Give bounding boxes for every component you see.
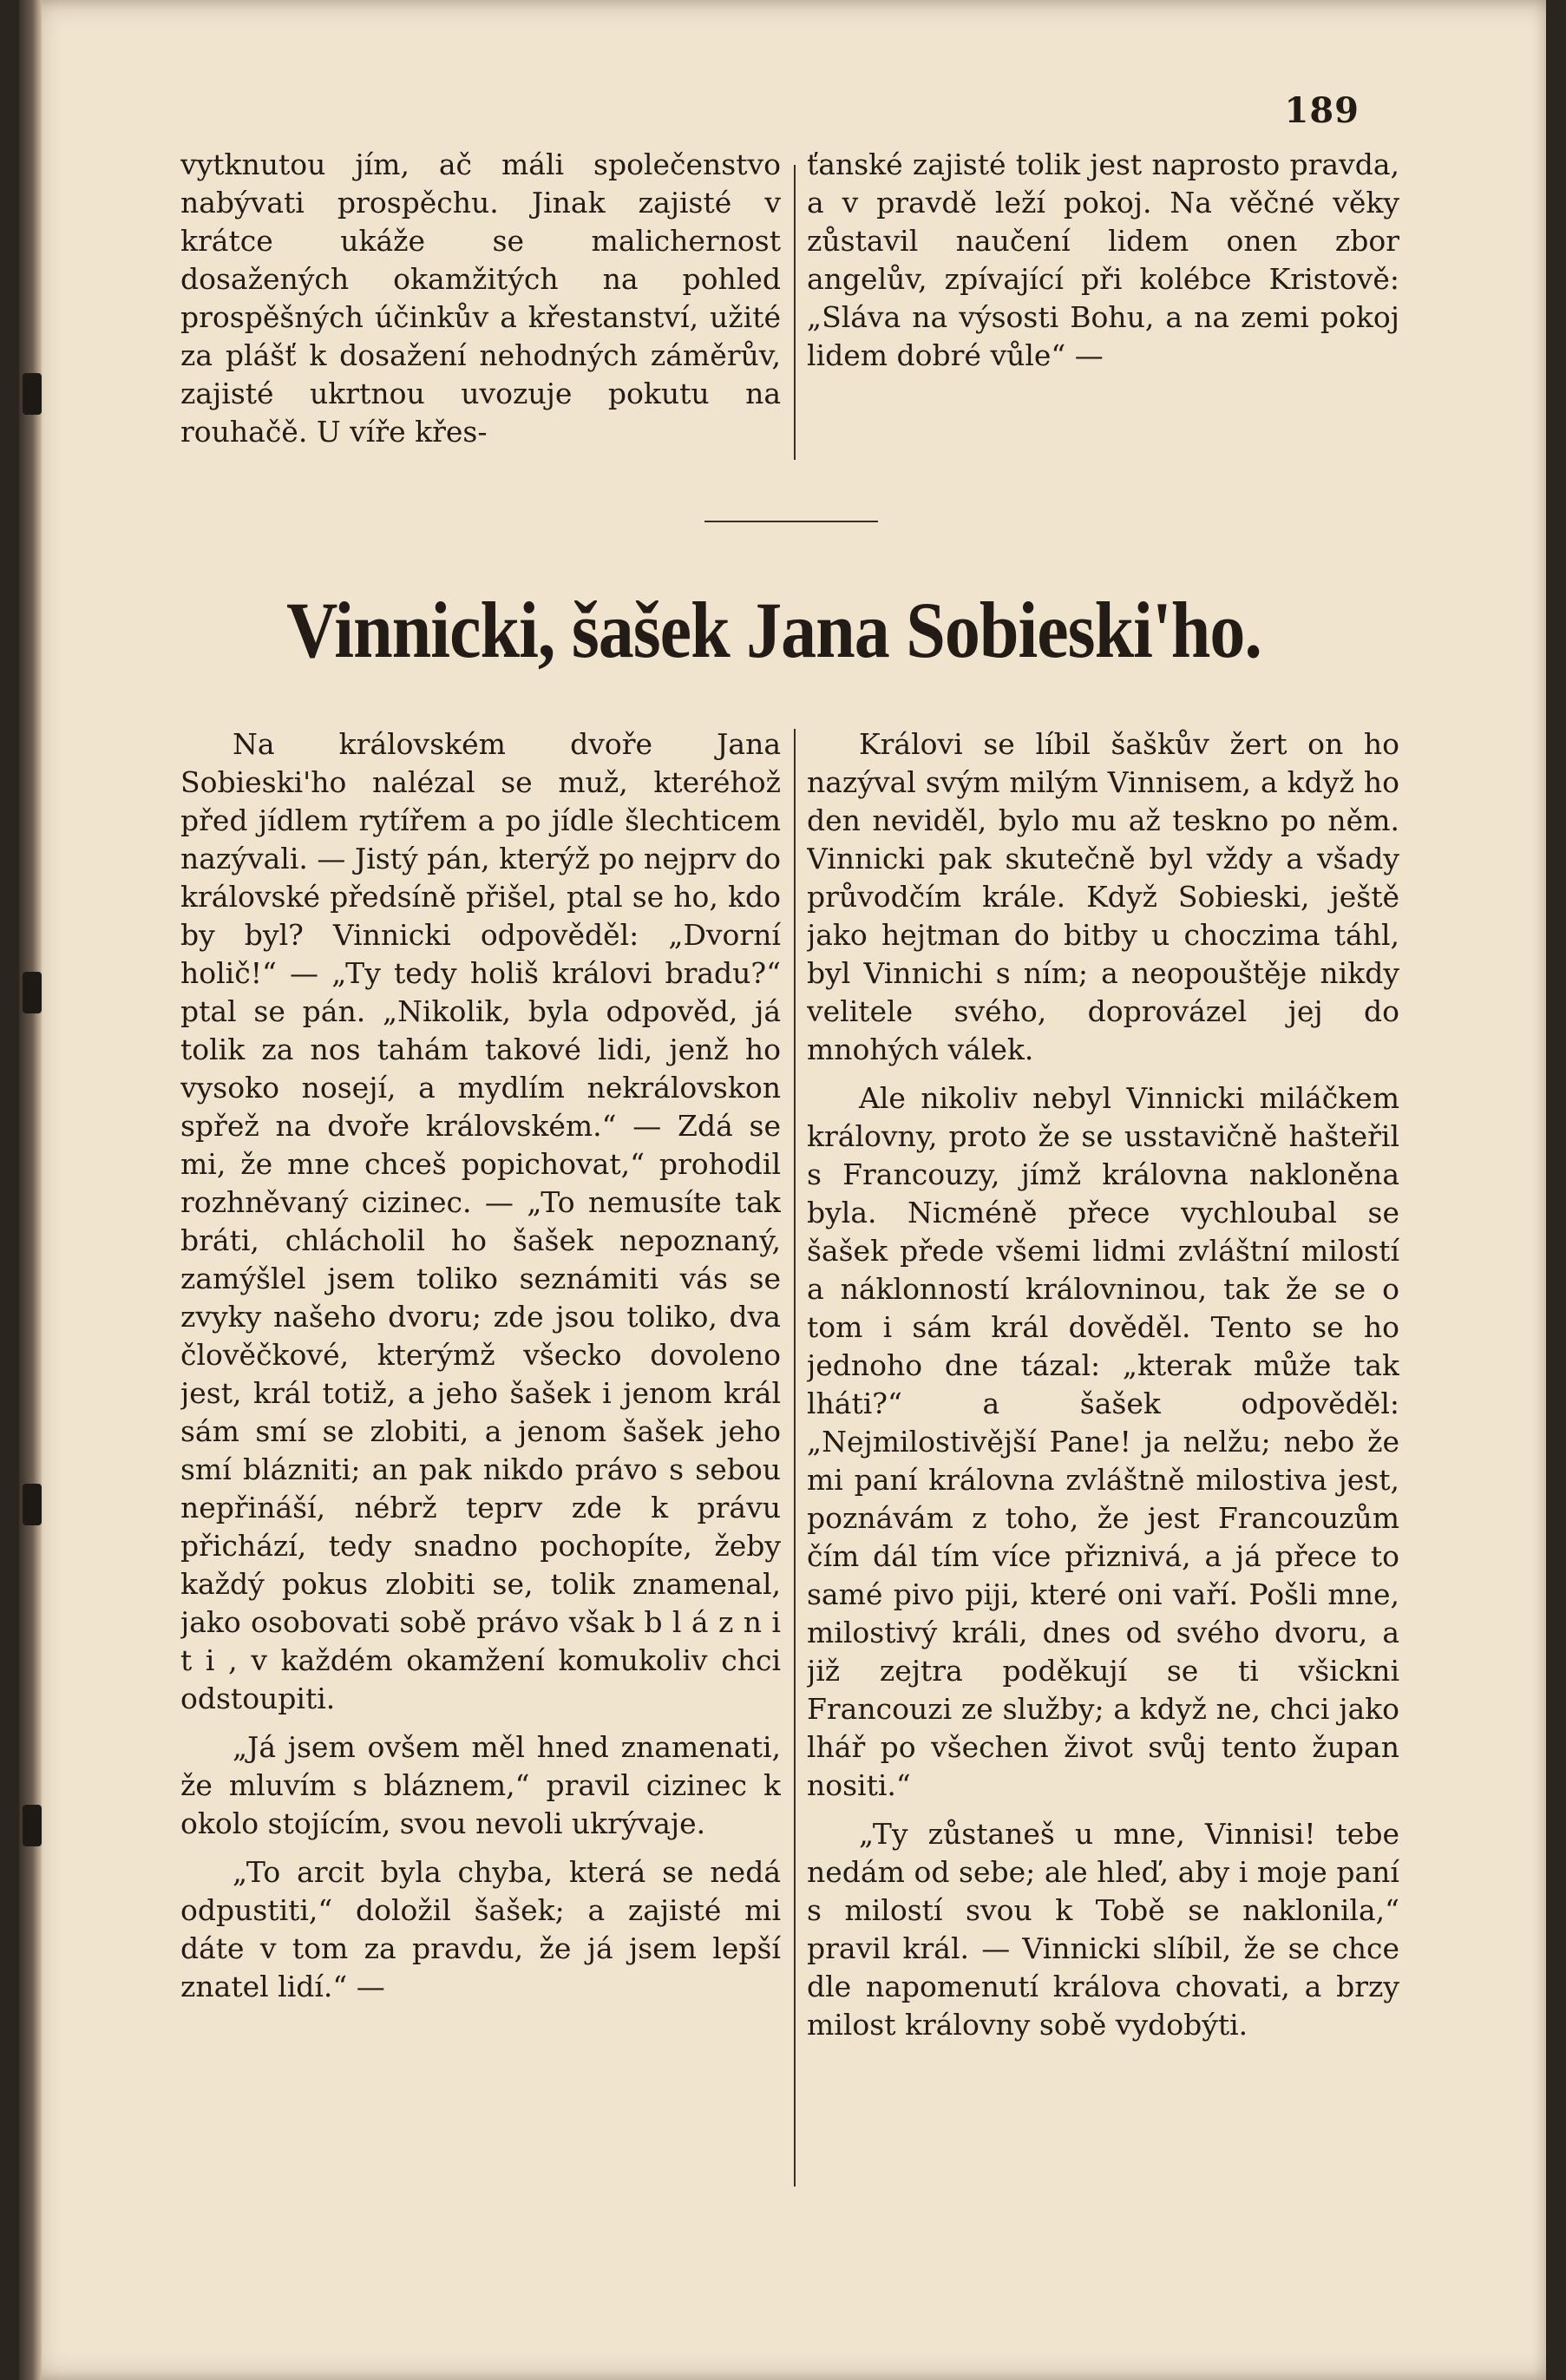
top-right-column — [807, 146, 1399, 441]
article-paragraph: „To arcit byla chyba, která se nedá odpustiti,“ doložil šašek; a zajisté mi dáte v tom za pravdu, že já jsem lepší znatel lidí.“ — — [180, 1855, 781, 2003]
binding-clip — [23, 1484, 42, 1525]
column-rule-article — [794, 729, 796, 2187]
binding-clip — [23, 972, 42, 1013]
column-rule-top — [794, 165, 796, 460]
binding-clip — [23, 373, 42, 415]
article-paragraph: „Já jsem ovšem měl hned znamenati, že mluvím s bláznem,“ pravil cizinec k okolo stojícím, svou nevoli ukrývaje. — [180, 1730, 781, 1840]
article-paragraph: Ale nikoliv nebyl Vinnicki miláčkem královny, proto že se usstavičně hašteřil s Francouzy, jímž královna nakloněna byla. Nicméně přece vychloubal se šašek přede všemi lidmi zvláštní milostí a náklonností královninou, tak že se o tom i sám král dověděl. Tento se ho jednoho dne tázal: „kterak může tak lháti?“ a šašek odpověděl: „Nejmilostivější Pane! ja nelžu; nebo že mi paní královna zvláštně milostiva jest, poznávám z toho, že jest Francouzům čím dál tím více přiznivá, a já přece to samé pivo piji, které oni vaří. Pošli mne, milostivý králi, dnes od svého dvoru, a již zejtra poděkují se ti všickni Francouzi ze služby; a když ne, chci jako lhář po všechen život svůj tento župan nositi.“ — [807, 1081, 1399, 1802]
book-gutter — [19, 0, 42, 2380]
page-number: 189 — [1284, 90, 1360, 131]
top-left-column — [180, 146, 781, 469]
article-paragraph: „Ty zůstaneš u mne, Vinnisi! tebe nedám od sebe; ale hleď, aby i moje paní s milostí svou k Tobě se naklonila,“ pravil král. — Vinnicki slíbil, že se chce dle napomenutí králova chovati, a brzy milost královny sobě vydobýti. — [807, 1817, 1399, 2042]
article-right-column — [807, 725, 1399, 2244]
top-right-text: ťanské zajisté tolik jest naprosto pravda, a v pravdě leží pokoj. Na věčné věky zůstavil naučení lidem onen zbor angelův, zpívající při kolébce Kristově: „Sláva na výsosti Bohu, a na zemi pokoj lidem dobré vůle“ — — [807, 148, 1399, 372]
book-page — [19, 0, 1546, 2380]
article-title: Vinnicki, šašek Jana Sobieski'ho. — [286, 586, 1261, 675]
article-left-column — [180, 725, 781, 2244]
article-paragraph: Na královském dvoře Jana Sobieski'ho nalézal se muž, kteréhož před jídlem rytířem a po jídle šlechticem nazývali. — Jistý pán, kterýž po nejprv do královské předsíně přišel, ptal se ho, kdo by byl? Vinnicki odpověděl: „Dvorní holič!“ — „Ty tedy holiš královi bradu?“ ptal se pán. „Nikolik, byla odpověd, já tolik za nos tahám takové lidi, jenž ho vysoko nosejí, a mydlím nekrálovskon spřež na dvoře královském.“ — Zdá se mi, že mne chceš popichovat,“ prohodil rozhněvaný cizinec. — „To nemusíte tak bráti, chlácholil ho šašek nepoznaný, zamýšlel jsem toliko seznámiti vás se zvyky našeho dvoru; zde jsou toliko, dva člověčkové, kterýmž všecko dovoleno jest, král totiž, a jeho šašek i jenom král sám smí se zlobiti, a jenom šašek jeho smí blázniti; an pak nikdo právo s sebou nepřináší, nébrž teprv zde k právu přichází, tedy snadno pochopíte, žeby každý pokus zlobiti se, tolik znamenal, jako osobovati sobě právo však b l á z n i t i , v každém okamžení komukoliv chci odstoupiti. — [180, 727, 781, 1715]
article-paragraph: Královi se líbil šaškův žert on ho nazýval svým milým Vinnisem, a když ho den neviděl, bylo mu až teskno po něm. Vinnicki pak skutečně byl vždy a všady průvodčím krále. Když Sobieski, ještě jako hejtman do bitby u choczima táhl, byl Vinnichi s ním; a neopouštěje nikdy velitele svého, doprovázel jej do mnohých válek. — [807, 727, 1399, 1066]
binding-clip — [23, 1805, 42, 1846]
section-divider — [704, 521, 878, 522]
top-left-text: vytknutou jím, ač máli společenstvo nabývati prospěchu. Jinak zajisté v krátce ukáže se malichernost dosažených okamžitých na pohled prospěšných účinkův a křestanství, užité za plášť k dosažení nehodných záměrův, zajisté ukrtnou uvozuje pokutu na rouhačě. U víře křes- — [180, 148, 781, 449]
